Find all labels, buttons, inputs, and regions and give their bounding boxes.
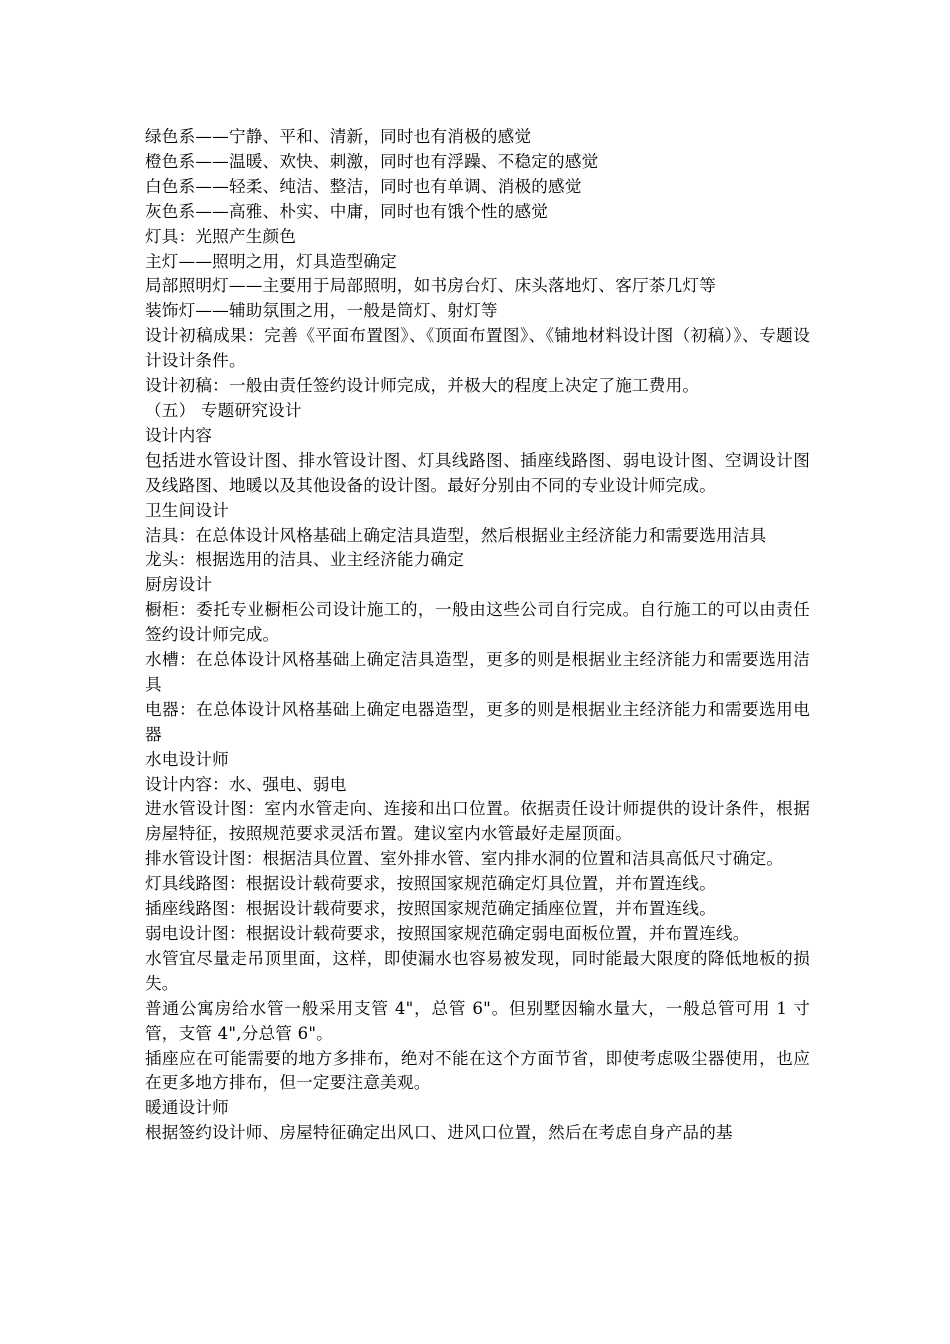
paragraph-hvac-vents: 根据签约设计师、房屋特征确定出风口、进风口位置，然后在考虑自身产品的基	[145, 1123, 733, 1143]
section-heading-special-design: （五） 专题研究设计	[145, 400, 302, 420]
paragraph-kitchen-design: 厨房设计	[145, 575, 213, 595]
paragraph-design-scope: 设计内容：水、强电、弱电	[145, 774, 347, 794]
paragraph-white-color: 白色系——轻柔、纯洁、整洁，同时也有单调、消极的感觉	[145, 176, 582, 196]
paragraph-green-color: 绿色系——宁静、平和、清新，同时也有消极的感觉	[145, 127, 532, 146]
paragraph-socket-wiring: 插座线路图：根据设计载荷要求，按照国家规范确定插座位置，并布置连线。	[145, 899, 716, 919]
paragraph-design-content: 设计内容	[145, 425, 213, 445]
paragraph-faucet: 龙头：根据选用的洁具、业主经济能力确定	[145, 550, 465, 570]
paragraph-draft-results: 设计初稿成果：完善《平面布置图》、《顶面布置图》、《铺地材料设计图（初稿）》、专题设计设计条件。	[145, 326, 810, 371]
paragraph-inlet-pipe: 进水管设计图：室内水管走向、连接和出口位置。依据责任设计师提供的设计条件，根据房屋特征，按照规范要求灵活布置。建议室内水管最好走屋顶面。	[145, 799, 810, 844]
paragraph-pipe-routing: 水管宜尽量走吊顶里面，这样，即使漏水也容易被发现，同时能最大限度的降低地板的损失。	[145, 948, 810, 993]
paragraph-includes: 包括进水管设计图、排水管设计图、灯具线路图、插座线路图、弱电设计图、空调设计图及线路图、地暖以及其他设备的设计图。最好分别由不同的专业设计师完成。	[145, 450, 810, 495]
paragraph-light-wiring: 灯具线路图：根据设计载荷要求，按照国家规范确定灯具位置，并布置连线。	[145, 874, 716, 894]
paragraph-local-light: 局部照明灯——主要用于局部照明，如书房台灯、床头落地灯、客厅茶几灯等	[145, 276, 716, 296]
paragraph-gray-color: 灰色系——高雅、朴实、中庸，同时也有饿个性的感觉	[145, 201, 549, 221]
paragraph-bathroom-design: 卫生间设计	[145, 500, 229, 520]
paragraph-cabinets: 橱柜：委托专业橱柜公司设计施工的，一般由这些公司自行完成。自行施工的可以由责任签约设计师完成。	[145, 600, 810, 645]
paragraph-hvac-designer: 暖通设计师	[145, 1098, 229, 1118]
paragraph-appliances: 电器：在总体设计风格基础上确定电器造型，更多的则是根据业主经济能力和需要选用电器	[145, 699, 810, 744]
paragraph-draft: 设计初稿：一般由责任签约设计师完成，并极大的程度上决定了施工费用。	[145, 376, 700, 396]
paragraph-sink: 水槽：在总体设计风格基础上确定洁具造型，更多的则是根据业主经济能力和需要选用洁具	[145, 650, 810, 694]
paragraph-orange-color: 橙色系——温暖、欢快、刺激，同时也有浮躁、不稳定的感觉	[145, 151, 599, 171]
paragraph-lighting: 灯具：光照产生颜色	[145, 226, 297, 246]
paragraph-sanitary-ware: 洁具：在总体设计风格基础上确定洁具造型，然后根据业主经济能力和需要选用洁具	[145, 525, 767, 545]
paragraph-pipe-sizes: 普通公寓房给水管一般采用支管 4"，总管 6"。但别墅因输水量大，一般总管可用 1 寸管，支管 4",分总管 6"。	[145, 998, 810, 1043]
paragraph-plumbing-designer: 水电设计师	[145, 749, 229, 769]
paragraph-drain-pipe: 排水管设计图：根据洁具位置、室外排水管、室内排水洞的位置和洁具高低尺寸确定。	[145, 849, 784, 869]
paragraph-socket-placement: 插座应在可能需要的地方多排布，绝对不能在这个方面节省，即使考虑吸尘器使用，也应在更多地方排布，但一定要注意美观。	[145, 1048, 810, 1093]
document-body	[145, 125, 810, 1146]
paragraph-decorative-light: 装饰灯——辅助氛围之用，一般是筒灯、射灯等	[145, 301, 498, 321]
paragraph-main-light: 主灯——照明之用，灯具造型确定	[145, 251, 397, 271]
paragraph-low-voltage: 弱电设计图：根据设计载荷要求，按照国家规范确定弱电面板位置，并布置连线。	[145, 924, 750, 943]
